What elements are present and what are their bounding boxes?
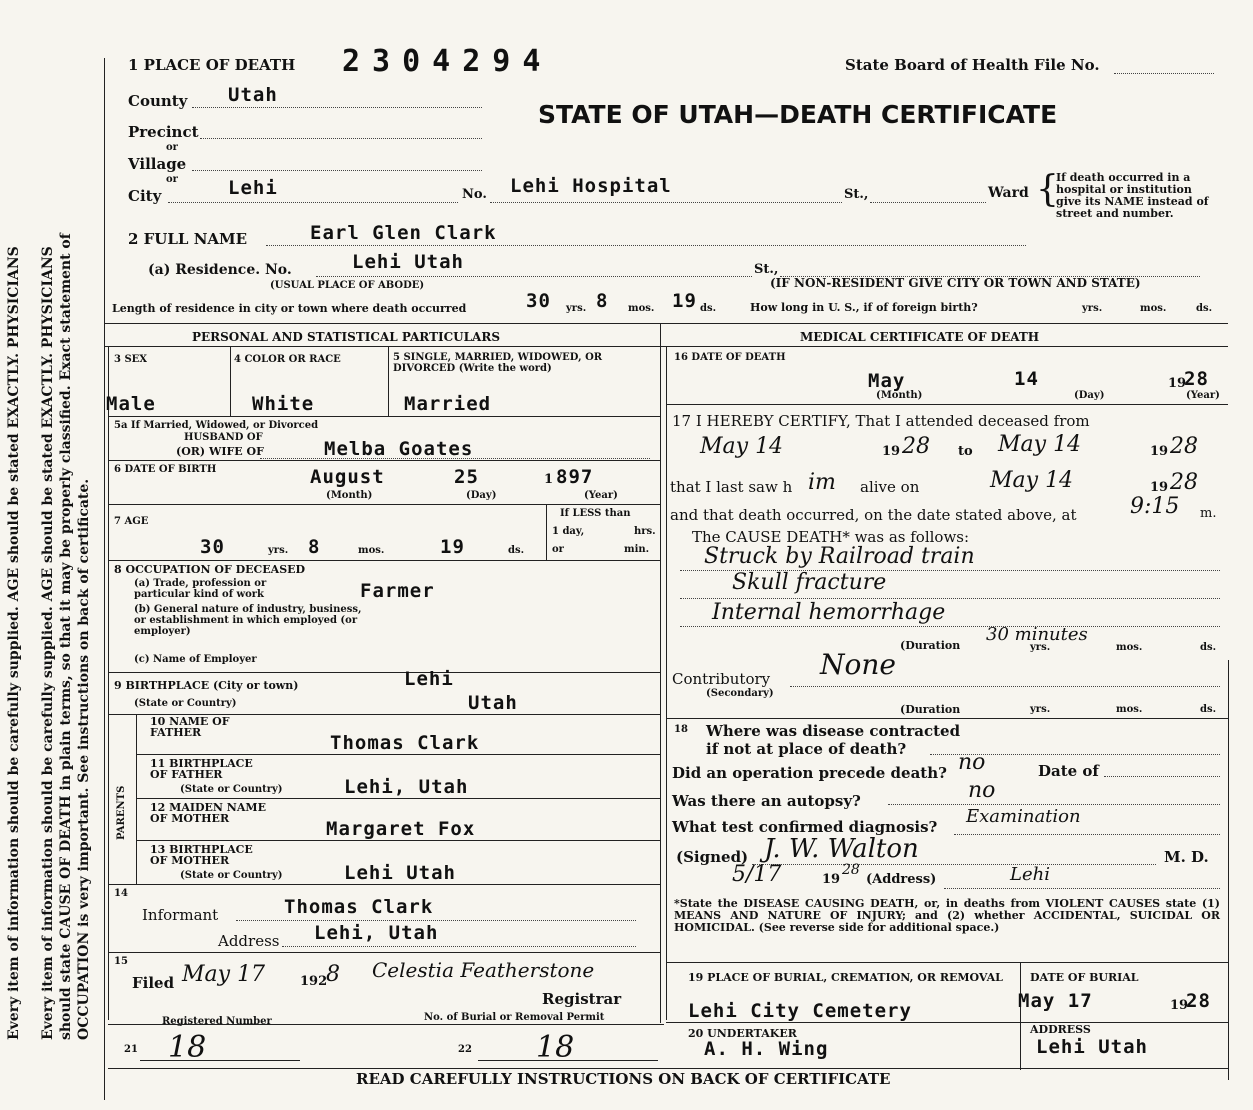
st-label: St., [844, 187, 869, 202]
signed-label: (Signed) [676, 848, 749, 866]
duration-ds: ds. [1200, 642, 1217, 653]
occupation-label: 8 OCCUPATION OF DECEASED [114, 563, 306, 576]
precinct-line [200, 138, 482, 139]
residence-days: 19 [672, 290, 697, 312]
precinct-label: Precinct [128, 123, 199, 141]
signed-line [752, 864, 1156, 865]
burial-permit-prefix: 22 [458, 1044, 472, 1055]
secondary-label: (Secondary) [706, 688, 774, 699]
marital-value: Married [404, 393, 492, 415]
foreign-mos-label: mos. [1140, 303, 1167, 314]
filed-year-prefix: 192 [300, 974, 328, 989]
mother-bp-state-caption: (State or Country) [180, 870, 283, 881]
city-value: Lehi [228, 177, 278, 199]
right-border [1228, 660, 1229, 1080]
village-line [192, 170, 482, 171]
age-label: 7 AGE [114, 516, 149, 527]
row-rule-9 [108, 1024, 664, 1025]
death-year: 28 [1184, 368, 1209, 390]
cause-line-1: Struck by Railroad train [704, 544, 975, 569]
death-month: May [868, 370, 906, 392]
operation-date-line [1104, 776, 1220, 777]
dob-year-prefix: 1 [544, 472, 554, 487]
certificate-title: STATE OF UTAH—DEATH CERTIFICATE [538, 100, 1058, 129]
spouse-label-3: (OR) WIFE OF [176, 445, 264, 458]
row-rule-3 [108, 504, 660, 505]
hospital-note: If death occurred in a hospital or institution give its NAME instead of street and number. [1056, 171, 1209, 220]
nonresident-caption: (IF NON-RESIDENT GIVE CITY OR TOWN AND STATE) [770, 276, 1141, 290]
contracted-num: 18 [674, 724, 688, 735]
birthplace-state: Utah [468, 692, 518, 714]
occupation-b-label: (b) General nature of industry, business, or establishment in which employed (or employer) [134, 604, 362, 637]
filed-num: 15 [114, 956, 128, 967]
duration-value: 30 minutes [986, 624, 1088, 645]
operation-label: Did an operation precede death? [672, 764, 947, 782]
village-label: Village [128, 155, 187, 173]
footer-instructions: READ CAREFULLY INSTRUCTIONS ON BACK OF CERTIFICATE [356, 1070, 891, 1088]
foreign-ds-label: ds. [1196, 303, 1213, 314]
cause-line-2: Skull fracture [732, 570, 887, 595]
side-instruction-4: OCCUPATION is very important. See instructions on back of certificate. [76, 478, 92, 1040]
color-divider [388, 346, 389, 416]
death-occurred-text: and that death occurred, on the date stated above, at [670, 506, 1077, 524]
md-label: M. D. [1164, 848, 1209, 866]
father-birthplace-value: Lehi, Utah [344, 776, 469, 798]
duration-label-2: (Duration [900, 703, 961, 716]
address-line [944, 888, 1220, 889]
medical-inner-left [666, 346, 667, 1020]
father-label: 10 NAME OF FATHER [150, 715, 230, 739]
duration-mos: mos. [1116, 642, 1143, 653]
informant-num: 14 [114, 888, 128, 899]
section-divider [660, 323, 661, 1023]
dob-label: 6 DATE OF BIRTH [114, 464, 217, 475]
burial-permit-label: No. of Burial or Removal Permit [424, 1012, 605, 1023]
parents-divider [136, 714, 137, 884]
side-instruction-1: Every item of information should be carefully supplied. AGE should be stated EXACTLY. PHYSICIANS [6, 246, 22, 1040]
medical-rule-1 [666, 404, 1228, 405]
section-top-rule [104, 323, 1228, 324]
duration-yrs: yrs. [1030, 642, 1051, 653]
contributory-label: Contributory [672, 670, 771, 688]
burial-year: 28 [1186, 990, 1211, 1012]
cause-line-3: Internal hemorrhage [712, 600, 946, 625]
attended-to-year: 28 [1170, 434, 1198, 459]
age-mos-label: mos. [358, 545, 385, 556]
certify-text: 17 I HEREBY CERTIFY, That I attended deceased from [672, 412, 1090, 430]
filed-year: 8 [326, 962, 340, 987]
side-instruction-2: Every item of information should be carefully supplied. AGE should be stated EXACTLY. PHYSICIANS [40, 246, 56, 1040]
marital-label: 5 SINGLE, MARRIED, WIDOWED, OR DIVORCED (Write the word) [393, 352, 603, 374]
parents-rule-3 [136, 840, 660, 841]
birthplace-label: 9 BIRTHPLACE (City or town) [114, 679, 299, 692]
death-day: 14 [1014, 368, 1039, 390]
occupation-value: Farmer [360, 580, 435, 602]
filed-date: May 17 [182, 962, 266, 987]
county-label: County [128, 92, 188, 110]
less-min: min. [624, 544, 650, 555]
test-value: Examination [966, 806, 1081, 827]
dob-year-caption: (Year) [584, 490, 618, 501]
city-label: City [128, 187, 162, 205]
alive-on-label: alive on [860, 478, 920, 496]
undertaker-label: 20 UNDERTAKER [688, 1027, 797, 1040]
death-day-caption: (Day) [1074, 390, 1105, 401]
residence-line [316, 276, 752, 277]
mother-birthplace-value: Lehi Utah [344, 862, 456, 884]
row-rule-1 [108, 416, 660, 417]
residence-mos-label: mos. [628, 303, 655, 314]
residence-value: Lehi Utah [352, 251, 464, 273]
full-name-value: Earl Glen Clark [310, 222, 497, 244]
birthplace-city: Lehi [404, 668, 454, 690]
county-line [192, 107, 482, 108]
autopsy-line [888, 804, 1220, 805]
duration-label: (Duration [900, 639, 961, 652]
burial-date-value: May 17 [1018, 990, 1093, 1012]
residence-ds-label: ds. [700, 303, 717, 314]
row-rule-7 [108, 884, 660, 885]
usual-place-caption: (USUAL PLACE OF ABODE) [270, 280, 425, 291]
sex-label: 3 SEX [114, 354, 148, 365]
burial-year-prefix: 19 [1170, 998, 1189, 1013]
file-no-label: State Board of Health File No. [845, 56, 1100, 74]
burial-place-label: 19 PLACE OF BURIAL, CREMATION, OR REMOVAL [688, 971, 1003, 984]
personal-inner-left [108, 346, 109, 1020]
mother-value: Margaret Fox [326, 818, 476, 840]
medical-section-title: MEDICAL CERTIFICATE OF DEATH [800, 330, 1040, 344]
place-of-death-label: 1 PLACE OF DEATH [128, 56, 296, 74]
file-no-line [1114, 73, 1214, 74]
residence-st-label: St., [754, 262, 779, 277]
sex-divider [230, 346, 231, 416]
informant-address-line [282, 946, 636, 947]
certificate-number: 2304294 [342, 44, 553, 79]
hospital-value: Lehi Hospital [510, 175, 672, 197]
county-value: Utah [228, 84, 278, 106]
ward-label: Ward [988, 185, 1029, 201]
or-1: or [166, 142, 178, 153]
signed-year: 28 [842, 862, 860, 878]
death-time-m: m. [1200, 506, 1217, 521]
row-rule-2 [108, 460, 660, 461]
spouse-label-1: 5a If Married, Widowed, or Divorced [114, 420, 319, 431]
foreign-yrs-label: yrs. [1082, 303, 1103, 314]
last-saw-year-prefix: 19 [1150, 480, 1169, 495]
last-saw-text: that I last saw h [670, 478, 793, 496]
row-rule-4 [108, 560, 660, 561]
autopsy-label: Was there an autopsy? [672, 792, 861, 810]
test-label: What test confirmed diagnosis? [672, 818, 938, 836]
registered-number-label: Registered Number [162, 1016, 272, 1027]
dob-day: 25 [454, 466, 479, 488]
age-ds-label: ds. [508, 545, 525, 556]
row-rule-8 [108, 952, 660, 953]
color-label: 4 COLOR OR RACE [234, 354, 341, 365]
spouse-value: Melba Goates [324, 438, 474, 460]
informant-address-label: Address [218, 932, 280, 950]
residence-label: (a) Residence. No. [148, 262, 292, 278]
death-year-prefix: 19 [1168, 376, 1187, 391]
age-years: 30 [200, 536, 225, 558]
parents-rule-2 [136, 798, 660, 799]
row-rule-5 [108, 672, 660, 673]
cause-rule-3 [680, 626, 1220, 627]
burial-permit-number: 18 [536, 1030, 575, 1065]
dob-month: August [310, 466, 385, 488]
residence-yrs-label: yrs. [566, 303, 587, 314]
dob-month-caption: (Month) [326, 490, 373, 501]
reg-num-prefix: 21 [124, 1044, 138, 1055]
contributory-value: None [820, 648, 896, 681]
mother-label: 12 MAIDEN NAME OF MOTHER [150, 801, 266, 825]
contributory-line [790, 686, 1220, 687]
burial-place-value: Lehi City Cemetery [688, 1000, 912, 1022]
mother-birthplace-label: 13 BIRTHPLACE OF MOTHER [150, 843, 253, 867]
hospital-note-brace: { [1036, 169, 1059, 210]
birthplace-state-label: (State or Country) [134, 698, 237, 709]
personal-title-rule [104, 346, 660, 347]
side-instruction-3: should state CAUSE OF DEATH in plain terms, so that it may be properly classified. Exact statement of [58, 233, 74, 1040]
death-time: 9:15 [1130, 494, 1180, 519]
full-name-label: 2 FULL NAME [128, 230, 248, 248]
last-saw-date: May 14 [990, 468, 1074, 493]
attended-from: May 14 [700, 434, 784, 459]
parents-rule-1 [136, 754, 660, 755]
attended-to: May 14 [998, 432, 1082, 457]
less-hrs: hrs. [634, 526, 656, 537]
color-value: White [252, 393, 315, 415]
residence-months: 8 [596, 290, 609, 312]
age-days: 19 [440, 536, 465, 558]
residence-years: 30 [526, 290, 551, 312]
duration-yrs-2: yrs. [1030, 704, 1051, 715]
father-value: Thomas Clark [330, 732, 480, 754]
registered-number: 18 [168, 1030, 207, 1065]
duration-mos-2: mos. [1116, 704, 1143, 715]
attended-to-label: to [958, 444, 973, 459]
cause-label: The CAUSE DEATH* was as follows: [692, 528, 970, 546]
burial-date-label: DATE OF BURIAL [1030, 971, 1139, 984]
physician-address: Lehi [1010, 864, 1050, 885]
age-divider [546, 504, 547, 560]
physician-signature: J. W. Walton [764, 834, 919, 864]
sex-value: Male [106, 393, 156, 415]
st-line [870, 202, 986, 203]
informant-line [236, 920, 636, 921]
no-line [490, 202, 842, 203]
last-saw-fill: im [808, 470, 836, 495]
medical-rule-2 [666, 718, 1228, 719]
attended-to-year-prefix: 19 [1150, 444, 1169, 459]
filed-label: Filed [132, 974, 175, 992]
city-line [168, 202, 458, 203]
spouse-label-2: HUSBAND OF [184, 432, 263, 443]
personal-section-title: PERSONAL AND STATISTICAL PARTICULARS [192, 330, 501, 344]
no-label: No. [462, 187, 487, 202]
burial-address-value: Lehi Utah [1036, 1036, 1148, 1058]
dob-day-caption: (Day) [466, 490, 497, 501]
registrar-label: Registrar [542, 990, 622, 1008]
contracted-label-2: if not at place of death? [706, 740, 907, 758]
operation-date-label: Date of [1038, 762, 1099, 780]
physician-address-label: (Address) [866, 872, 937, 887]
left-border [104, 58, 105, 1100]
registrar-signature: Celestia Featherstone [372, 958, 595, 982]
less-than-label: If LESS than [560, 508, 631, 519]
medical-title-rule [660, 346, 1228, 347]
autopsy-value: no [968, 778, 996, 803]
foreign-birth-label: How long in U. S., if of foreign birth? [750, 301, 978, 314]
dob-year: 897 [556, 466, 594, 488]
burial-permit-line [478, 1060, 658, 1061]
informant-value: Thomas Clark [284, 896, 434, 918]
informant-label: Informant [142, 906, 219, 924]
parents-label: PARENTS [116, 785, 127, 840]
last-saw-year: 28 [1170, 470, 1198, 495]
father-birthplace-label: 11 BIRTHPLACE OF FATHER [150, 757, 253, 781]
full-name-line [266, 245, 1026, 246]
date-of-death-label: 16 DATE OF DEATH [674, 352, 786, 363]
cause-rule-2 [680, 598, 1220, 599]
attended-from-year: 28 [902, 434, 930, 459]
burial-divider [1020, 962, 1021, 1070]
father-bp-state-caption: (State or Country) [180, 784, 283, 795]
signed-year-prefix: 19 [822, 872, 841, 887]
death-year-caption: (Year) [1186, 390, 1220, 401]
attended-from-year-prefix: 19 [882, 444, 901, 459]
employer-label: (c) Name of Employer [134, 654, 257, 665]
death-month-caption: (Month) [876, 390, 923, 401]
duration-ds-2: ds. [1200, 704, 1217, 715]
length-of-residence-label: Length of residence in city or town where death occurred [112, 302, 467, 315]
age-yrs-label: yrs. [268, 545, 289, 556]
age-months: 8 [308, 536, 321, 558]
operation-value: no [958, 750, 986, 775]
test-line [954, 834, 1220, 835]
bottom-rule [108, 1068, 1228, 1069]
cause-footnote: *State the DISEASE CAUSING DEATH, or, in deaths from VIOLENT CAUSES state (1) MEANS AND NATURE OF INJURY; and (2) whether ACCIDENTAL, SUICIDAL OR HOMICIDAL. (See reverse side for additional space.) [674, 897, 1220, 934]
or-2: or [166, 174, 178, 185]
signed-date: 5/17 [732, 862, 782, 887]
reg-number-line [140, 1060, 300, 1061]
burial-address-label: ADDRESS [1030, 1023, 1091, 1036]
contracted-label-1: Where was disease contracted [706, 722, 961, 740]
informant-address: Lehi, Utah [314, 922, 439, 944]
occupation-a-label: (a) Trade, profession or particular kind of work [134, 578, 267, 600]
less-or: or [552, 544, 564, 555]
burial-top-rule [666, 962, 1228, 963]
undertaker-value: A. H. Wing [704, 1038, 829, 1060]
less-than-day: 1 day, [552, 526, 585, 537]
burial-mid-rule [666, 1022, 1228, 1023]
